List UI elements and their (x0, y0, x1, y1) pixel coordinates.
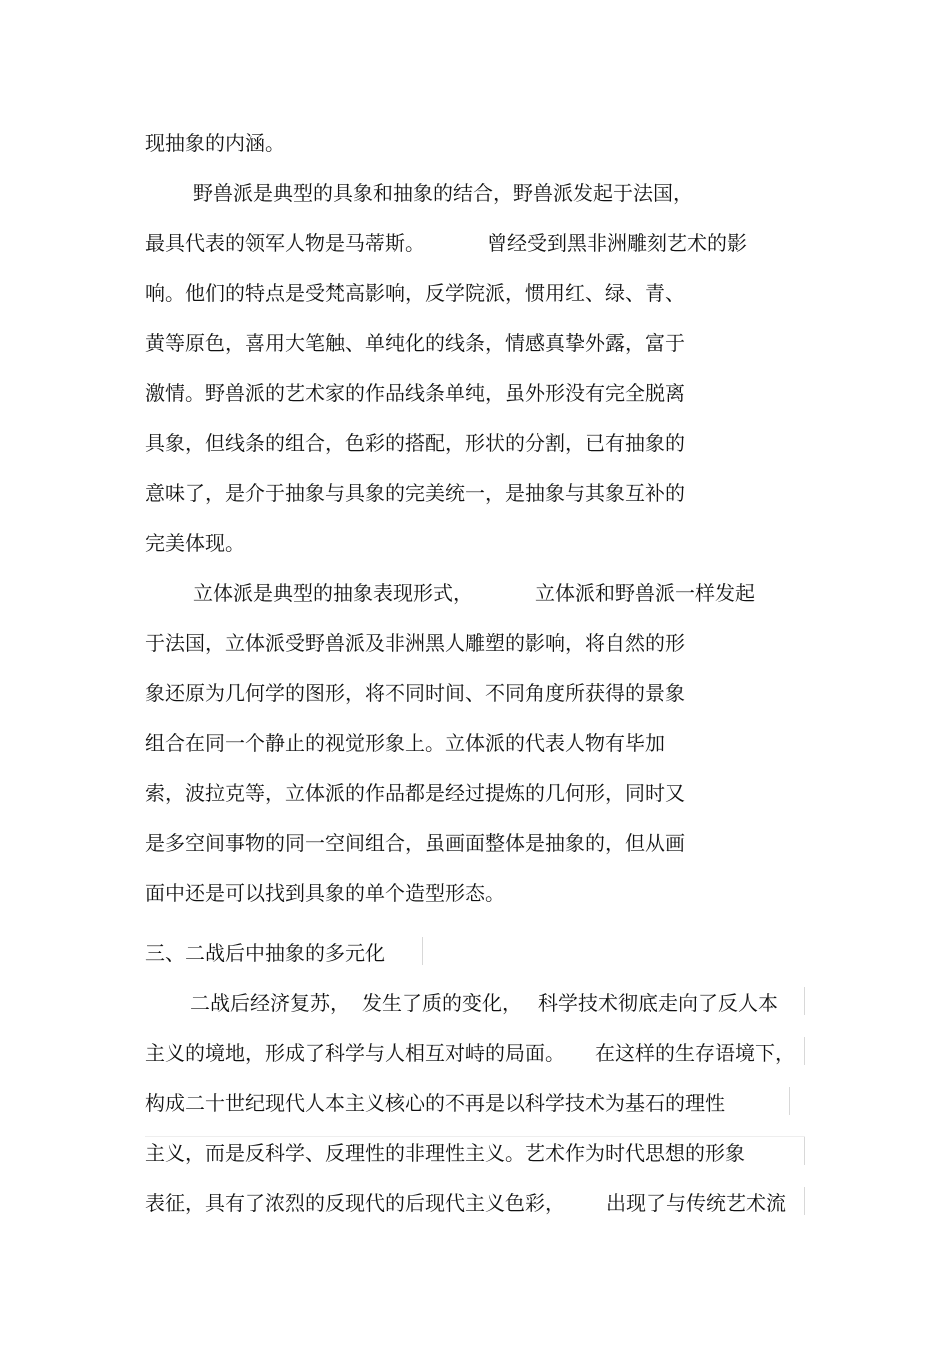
text-line: 野兽派是典型的具象和抽象的结合，野兽派发起于法国， (193, 181, 693, 205)
text-line: 表征，具有了浓烈的反现代的后现代主义色彩， (145, 1191, 565, 1215)
table-border (422, 937, 423, 965)
table-border (145, 1136, 805, 1137)
text-line: 于法国，立体派受野兽派及非洲黑人雕塑的影响，将自然的形 (145, 631, 685, 655)
text-line: 完美体现。 (145, 531, 245, 555)
text-line: 立体派和野兽派一样发起 (535, 581, 755, 605)
text-line: 曾经受到黑非洲雕刻艺术的影 (487, 231, 747, 255)
table-border (804, 987, 805, 1015)
table-border (804, 1037, 805, 1065)
text-line: 科学技术彻底走向了反人本 (538, 991, 778, 1015)
text-line: 黄等原色，喜用大笔触、单纯化的线条，情感真挚外露，富于 (145, 331, 685, 355)
text-line: 现抽象的内涵。 (145, 131, 285, 155)
text-line: 激情。野兽派的艺术家的作品线条单纯，虽外形没有完全脱离 (145, 381, 685, 405)
text-line: 构成二十世纪现代人本主义核心的不再是以科学技术为基石的理性 (145, 1091, 725, 1115)
text-line: 发生了质的变化， (362, 991, 522, 1015)
text-line: 是多空间事物的同一空间组合，虽画面整体是抽象的，但从画 (145, 831, 685, 855)
text-line: 立体派是典型的抽象表现形式， (193, 581, 473, 605)
text-line: 象还原为几何学的图形，将不同时间、不同角度所获得的景象 (145, 681, 685, 705)
table-border (804, 1187, 805, 1215)
text-line: 主义的境地，形成了科学与人相互对峙的局面。 (145, 1041, 565, 1065)
text-line: 主义，而是反科学、反理性的非理性主义。艺术作为时代思想的形象 (145, 1141, 745, 1165)
table-border (804, 1137, 805, 1165)
text-line: 面中还是可以找到具象的单个造型形态。 (145, 881, 505, 905)
text-line: 组合在同一个静止的视觉形象上。立体派的代表人物有毕加 (145, 731, 665, 755)
text-line: 在这样的生存语境下， (595, 1041, 795, 1065)
section-heading: 三、二战后中抽象的多元化 (145, 941, 385, 965)
text-line: 二战后经济复苏， (190, 991, 350, 1015)
text-line: 最具代表的领军人物是马蒂斯。 (145, 231, 425, 255)
table-border (789, 1087, 790, 1115)
text-line: 索，波拉克等，立体派的作品都是经过提炼的几何形，同时又 (145, 781, 685, 805)
text-line: 意味了，是介于抽象与具象的完美统一，是抽象与其象互补的 (145, 481, 685, 505)
text-line: 出现了与传统艺术流 (606, 1191, 786, 1215)
text-line: 具象，但线条的组合，色彩的搭配，形状的分割，已有抽象的 (145, 431, 685, 455)
text-line: 响。他们的特点是受梵高影响，反学院派，惯用红、绿、青、 (145, 281, 685, 305)
